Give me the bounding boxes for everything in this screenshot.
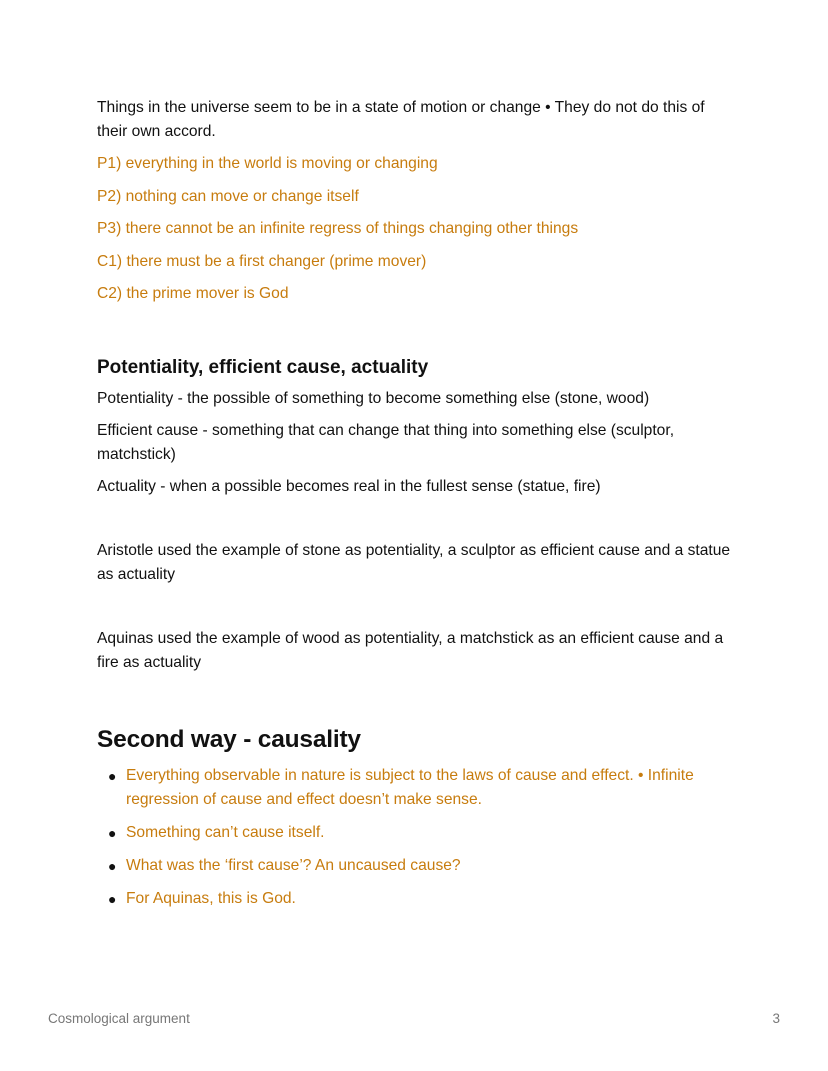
list-item xyxy=(97,764,737,812)
premise-list xyxy=(97,152,737,306)
causality-bullet-list xyxy=(97,764,737,911)
conclusion-c2: C2) the prime mover is God xyxy=(97,285,289,302)
premise-p3: P3) there cannot be an infinite regress of things changing other things xyxy=(97,220,579,237)
bullet-text: Everything observable in nature is subject to the laws of cause and effect. • Infinite regression of cause and effect doesn’t make sense. xyxy=(126,767,694,808)
definition-actuality: Actuality - when a possible becomes real in the fullest sense (statue, fire) xyxy=(97,478,601,495)
bullet-icon: ● xyxy=(108,768,117,784)
premise-p1: P1) everything in the world is moving or changing xyxy=(97,155,438,172)
bullet-text: For Aquinas, this is God. xyxy=(126,890,296,907)
aquinas-paragraph: Aquinas used the example of wood as potentiality, a matchstick as an efficient cause and a fire as actuality xyxy=(97,630,724,671)
page-footer xyxy=(48,1010,780,1028)
list-item xyxy=(97,887,737,911)
bullet-icon: ● xyxy=(108,825,117,841)
definition-efficient-cause: Efficient cause - something that can change that thing into something else (sculptor, matchstick) xyxy=(97,422,675,463)
aristotle-paragraph: Aristotle used the example of stone as potentiality, a sculptor as efficient cause and a statue as actuality xyxy=(97,542,731,583)
intro-paragraph: Things in the universe seem to be in a state of motion or change • They do not do this of their own accord. xyxy=(97,99,705,140)
section-heading-causality: Second way - causality xyxy=(97,726,361,753)
document-body xyxy=(97,96,737,920)
definition-potentiality: Potentiality - the possible of something to become something else (stone, wood) xyxy=(97,390,650,407)
list-item xyxy=(97,854,737,878)
bullet-icon: ● xyxy=(108,891,117,907)
conclusion-c1: C1) there must be a first changer (prime mover) xyxy=(97,252,427,270)
bullet-text: Something can’t cause itself. xyxy=(126,824,325,841)
footer-title: Cosmological argument xyxy=(48,1011,190,1026)
bullet-text: What was the ‘first cause’? An uncaused cause? xyxy=(126,857,461,874)
list-item xyxy=(97,821,737,845)
bullet-icon: ● xyxy=(108,858,117,874)
section-heading-potentiality: Potentiality, efficient cause, actuality xyxy=(97,357,429,378)
page-number: 3 xyxy=(772,1011,780,1026)
premise-p2: P2) nothing can move or change itself xyxy=(97,187,359,205)
